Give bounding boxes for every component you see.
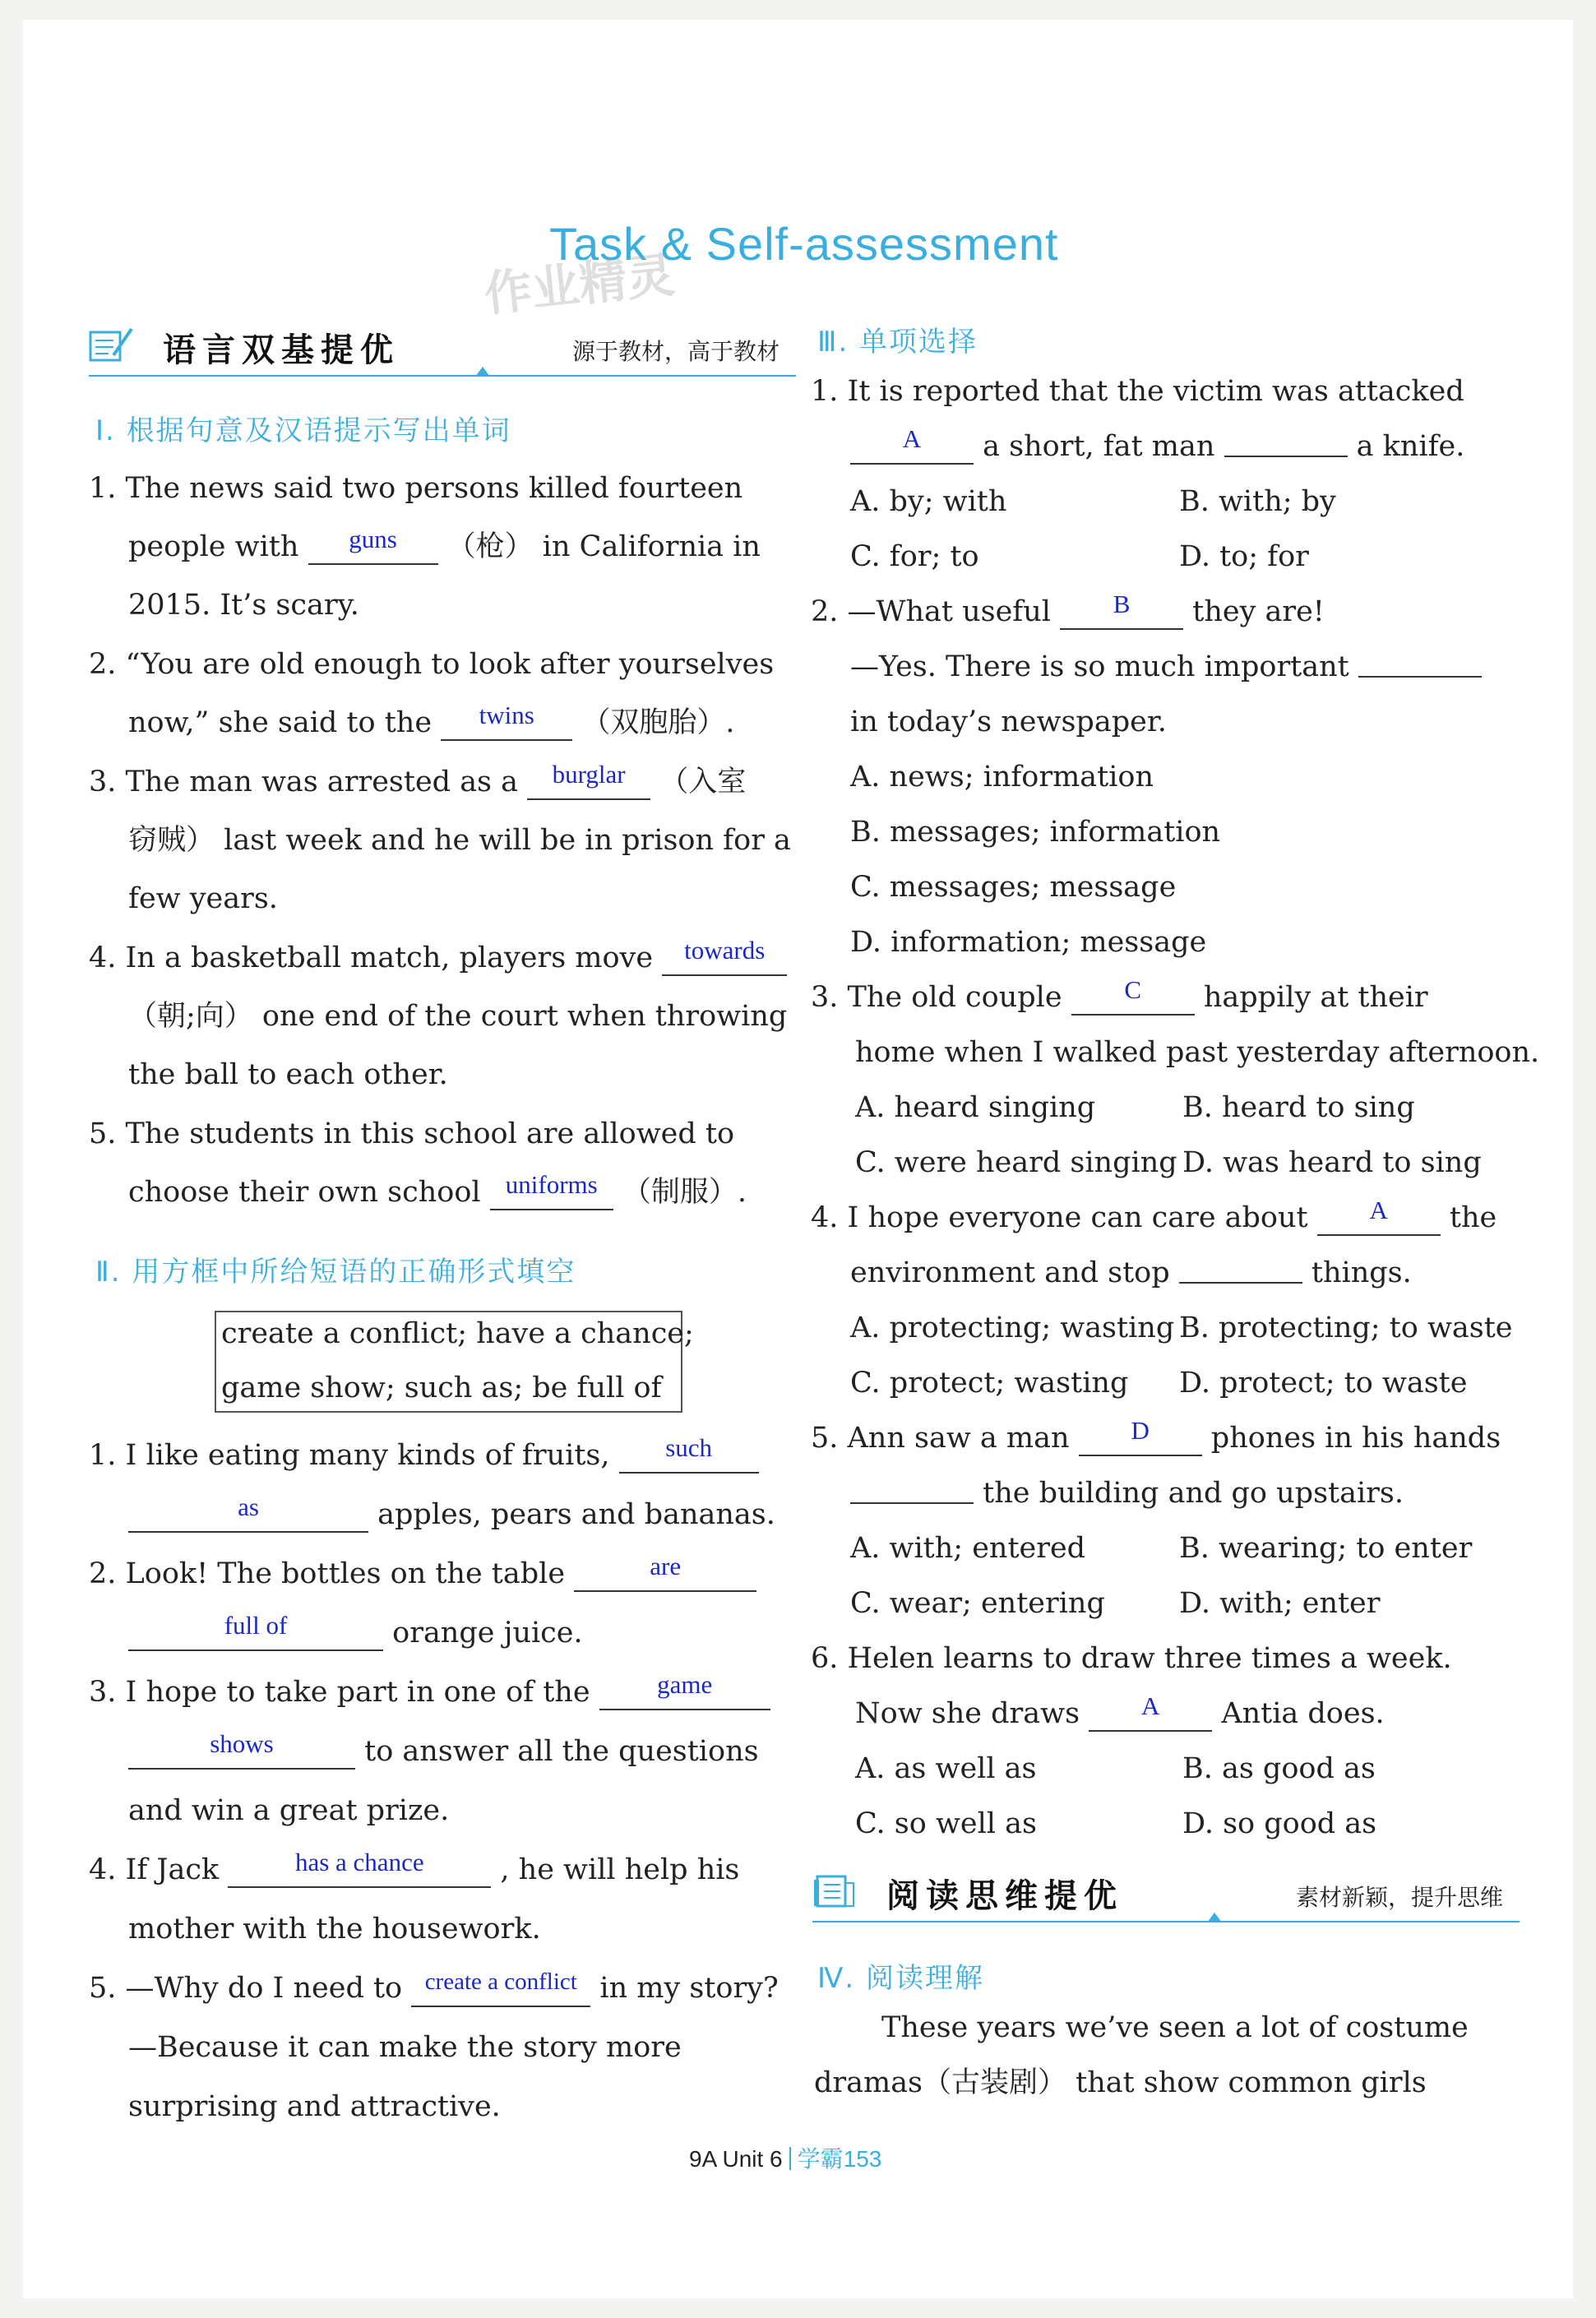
answer-blank: D [1079,1426,1202,1456]
section-title: 阅读思维提优 [886,1877,1123,1915]
q2-line1: 2. “You are old enough to look after yourselves [89,648,775,681]
mc-q5-option-d: D. with; enter [1179,1587,1381,1620]
reading-line2: dramas（古装剧） that show common girls [814,2066,1427,2099]
phrase-box [215,1311,694,1413]
p2-q2-line2: full of orange juice. [128,1615,583,1651]
p2-q2-line1: 2. Look! The bottles on the table are [89,1556,756,1592]
mc-q1-line2: A a short, fat man a knife. [850,428,1464,465]
p2-q1-line2: as apples, pears and bananas. [128,1497,775,1533]
mc-q1-option-c: C. for; to [850,540,979,573]
footer-brand: 学霸 [797,2146,844,2172]
mc-q5-option-b: B. wearing; to enter [1179,1532,1473,1565]
mc-q1-option-d: D. to; for [1179,540,1309,573]
phrase-box-line1: create a conflict; have a chance; [221,1317,694,1350]
book-icon [812,1872,857,1909]
mc-q1-option-a: A. by; with [850,485,1007,518]
mc-q3-line2: home when I walked past yesterday afternoon. [855,1036,1540,1069]
mc-q4-line1: 4. I hope everyone can care about A the [811,1196,1497,1234]
answer-blank: create a conflict [411,1976,590,2007]
section-subtitle: 源于教材，高于教材 [571,338,779,365]
mc-q1-line1: 1. It is reported that the victim was attacked [811,375,1464,408]
notebook-pen-icon [89,326,133,363]
q2-line2: now,” she said to the twins （双胞胎）. [128,701,735,739]
page-number: 153 [843,2146,882,2172]
answer-blank: guns [308,534,438,565]
answer-blank: towards [662,946,787,976]
q1-line2: people with guns （枪） in California in [128,525,761,563]
q5-line1: 5. The students in this school are allowed to [89,1117,735,1150]
part-heading-3: Ⅲ. 单项选择 [817,326,978,359]
answer-blank: A [1089,1701,1212,1732]
answer-blank: B [1060,599,1183,630]
page-footer [689,2141,881,2174]
mc-q2-option-b: B. messages; information [850,816,1221,849]
p2-q3-line3: and win a great prize. [128,1794,450,1827]
mc-q3-line1: 3. The old couple C happily at their [811,975,1428,1014]
q1-line1: 1. The news said two persons killed fourteen [89,472,743,505]
q3-line3: few years. [128,882,278,915]
mc-q3-option-c: C. were heard singing [855,1146,1177,1179]
answer-blank: game [599,1680,770,1710]
footer-divider [789,2147,791,2170]
mc-q2-option-d: D. information; message [850,926,1207,959]
mc-q4-option-d: D. protect; to waste [1179,1367,1468,1400]
mc-q3-option-d: D. was heard to sing [1182,1146,1482,1179]
mc-q5-option-c: C. wear; entering [850,1587,1105,1620]
p2-q4-line2: mother with the housework. [128,1913,541,1946]
mc-q6-line1: 6. Helen learns to draw three times a week. [811,1642,1452,1675]
part-heading-1: Ⅰ. 根据句意及汉语提示写出单词 [95,414,511,447]
mc-q6-option-a: A. as well as [855,1752,1037,1785]
p2-q1-line1: 1. I like eating many kinds of fruits, such [89,1437,759,1474]
part-heading-4: Ⅳ. 阅读理解 [817,1962,984,1995]
mc-q5-option-a: A. with; entered [850,1532,1086,1565]
mc-q5-line1: 5. Ann saw a man D phones in his hands [811,1416,1501,1455]
p2-q5-line1: 5. —Why do I need to $^{create a conflict}$ in my story? [89,1970,779,2006]
q1-line3: 2015. It’s scary. [128,589,359,622]
answer-blank: A [1317,1205,1441,1236]
mc-q3-option-a: A. heard singing [855,1091,1096,1124]
p2-q5-line3: surprising and attractive. [128,2090,501,2123]
section-subtitle: 素材新颖，提升思维 [1295,1884,1503,1911]
mc-q4-line2: environment and stop things. [850,1256,1412,1289]
q3-line1: 3. The man was arrested as a burglar （入室 [89,760,747,798]
p2-q3-line1: 3. I hope to take part in one of the game [89,1674,770,1710]
section-header-language [89,317,796,377]
q4-line2: （朝;向） one end of the court when throwing [128,1000,788,1033]
q4-line1: 4. In a basketball match, players move towards [89,940,787,976]
mc-q4-option-c: C. protect; wasting [850,1367,1129,1400]
mc-q6-option-d: D. so good as [1182,1807,1377,1840]
answer-blank: full of [128,1621,383,1651]
section-title: 语言双基提优 [163,331,400,369]
page-title: Task & Self-assessment [549,218,1059,270]
p2-q4-line1: 4. If Jack has a chance , he will help his [89,1848,740,1886]
phrase-box-line2: game show; such as; be full of [221,1372,662,1404]
q5-line2: choose their own school uniforms （制服）. [128,1170,747,1209]
mc-q4-option-b: B. protecting; to waste [1179,1312,1513,1344]
page [23,20,1573,2298]
reading-line1: These years we’ve seen a lot of costume [881,2011,1469,2044]
mc-q2-line2: —Yes. There is so much important [850,649,1482,685]
mc-q2-option-c: C. messages; message [850,871,1177,904]
answer-blank [850,1502,974,1504]
answer-blank: burglar [527,770,650,800]
mc-q5-line2: the building and go upstairs. [850,1475,1404,1511]
answer-blank [1224,456,1348,457]
header-marker [475,367,490,377]
answer-blank: shows [128,1739,355,1770]
q3-line2: 窃贼） last week and he will be in prison for a [128,824,791,857]
answer-blank: are [574,1562,756,1592]
part-heading-2: Ⅱ. 用方框中所给短语的正确形式填空 [95,1256,576,1289]
answer-blank: uniforms [490,1180,613,1210]
q4-line3: the ball to each other. [128,1058,448,1091]
p2-q3-line2: shows to answer all the questions [128,1733,759,1770]
answer-blank [1179,1282,1302,1284]
mc-q6-option-b: B. as good as [1182,1752,1376,1785]
mc-q1-option-b: B. with; by [1179,485,1336,518]
mc-q3-option-b: B. heard to sing [1182,1091,1415,1124]
answer-blank: C [1071,985,1195,1016]
mc-q2-option-a: A. news; information [850,761,1154,793]
answer-blank [1358,676,1482,678]
answer-blank: as [128,1502,368,1533]
answer-blank: such [619,1443,759,1474]
mc-q6-option-c: C. so well as [855,1807,1037,1840]
mc-q2-line3: in today’s newspaper. [850,706,1167,738]
answer-blank: twins [441,710,572,741]
watermark: 作业精灵 [481,247,678,322]
section-header-reading [812,1863,1520,1922]
mc-q6-line2: Now she draws A Antia does. [855,1691,1385,1730]
p2-q5-line2: —Because it can make the story more [128,2031,682,2064]
mc-q2-line1: 2. —What useful B they are! [811,590,1325,628]
answer-blank: has a chance [228,1858,491,1888]
footer-unit: 9A Unit 6 [689,2146,783,2172]
mc-q4-option-a: A. protecting; wasting [850,1312,1175,1344]
header-marker [1207,1913,1222,1922]
answer-blank: A [850,434,974,465]
